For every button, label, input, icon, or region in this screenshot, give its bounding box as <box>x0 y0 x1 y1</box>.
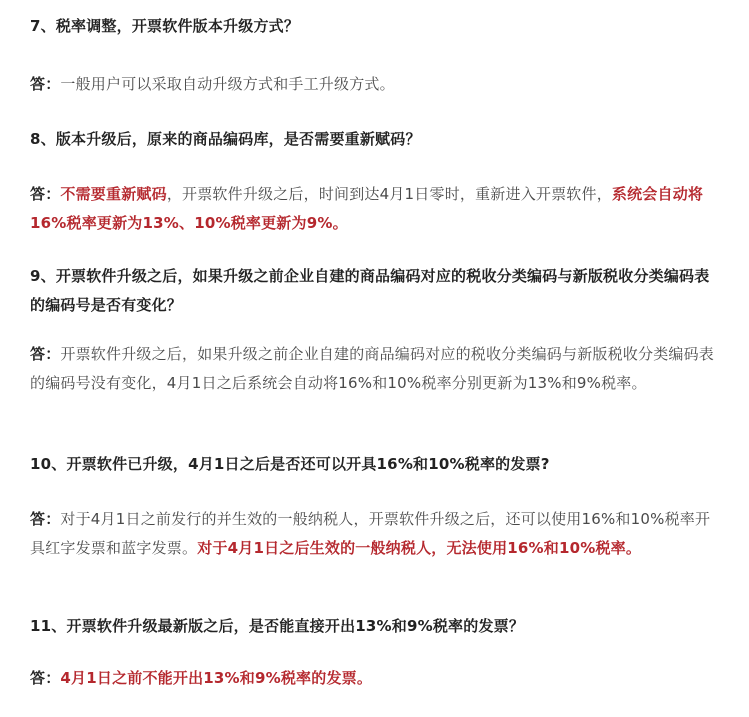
question-7: 7、税率调整，开票软件版本升级方式？ <box>30 17 300 35</box>
answer-label: 答： <box>30 185 61 203</box>
question-11: 11、开票软件升级最新版之后，是否能直接开出13%和9%税率的发票？ <box>30 617 525 635</box>
answer-label: 答： <box>30 345 61 363</box>
answer-8-part-2: ，开票软件升级之后，时间到达4月1日零时，重新进入开票软件， <box>166 185 612 203</box>
answer-10 <box>30 505 723 563</box>
question-8: 8、版本升级后，原来的商品编码库，是否需要重新赋码？ <box>30 130 421 148</box>
answer-8-part-3: 系统会自动将16%税率更新为13%、10%税率更新为9%。 <box>30 185 704 232</box>
question-10: 10、开票软件已升级，4月1日之后是否还可以开具16%和10%税率的发票? <box>30 455 550 473</box>
answer-label: 答： <box>30 75 61 93</box>
answer-9 <box>30 340 723 398</box>
answer-8-part-1: 不需要重新赋码 <box>60 185 167 203</box>
answer-7-part-1: 一般用户可以采取自动升级方式和手工升级方式。 <box>60 75 395 93</box>
answer-11 <box>30 664 723 693</box>
answer-label: 答： <box>30 669 61 687</box>
answer-label: 答： <box>30 510 61 528</box>
answer-9-part-1: 开票软件升级之后，如果升级之前企业自建的商品编码对应的税收分类编码与新版税收分类编码表的编码号没有变化，4月1日之后系统会自动将16%和10%税率分别更新为13%和9%税率。 <box>30 345 715 392</box>
question-9: 9、开票软件升级之后，如果升级之前企业自建的商品编码对应的税收分类编码与新版税收分类编码表的编码号是否有变化？ <box>30 267 710 314</box>
answer-8 <box>30 180 723 238</box>
answer-11-part-1: 4月1日之前不能开出13%和9%税率的发票。 <box>60 669 373 687</box>
answer-7 <box>30 70 723 99</box>
answer-10-part-2: 对于4月1日之后生效的一般纳税人，无法使用16%和10%税率。 <box>197 539 642 557</box>
answer-10-part-1: 对于4月1日之前发行的并生效的一般纳税人，开票软件升级之后，还可以使用16%和10%税率开具红字发票和蓝字发票。 <box>30 510 711 557</box>
